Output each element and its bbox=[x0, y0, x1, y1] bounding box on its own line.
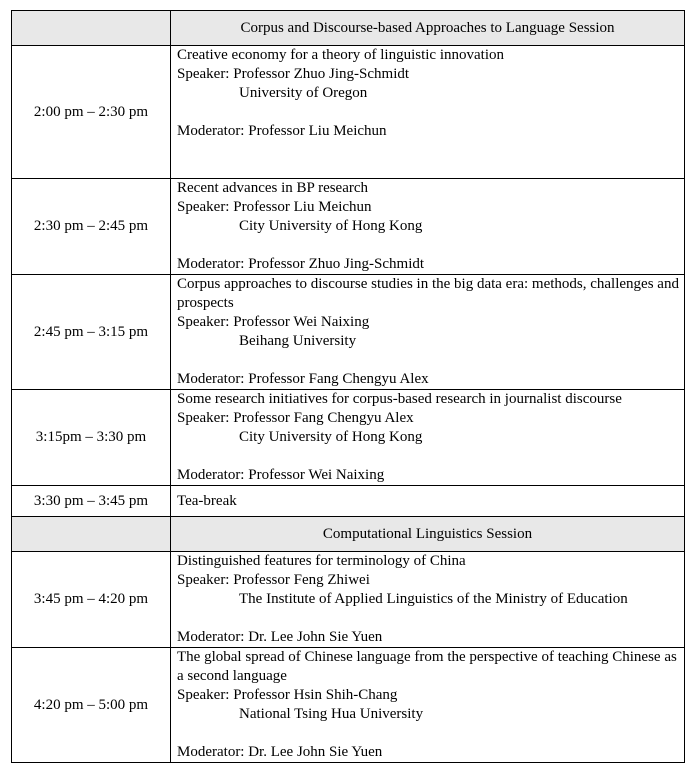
talk-title: Recent advances in BP research bbox=[177, 180, 369, 196]
talk-row bbox=[12, 46, 685, 179]
talk-details bbox=[171, 552, 685, 648]
break-time: 3:30 pm – 3:45 pm bbox=[12, 486, 171, 517]
talk-row bbox=[12, 648, 685, 763]
talk-moderator: Moderator: Professor Zhuo Jing-Schmidt bbox=[177, 256, 425, 272]
talk-affiliation: National Tsing Hua University bbox=[239, 706, 424, 722]
talk-affiliation: Beihang University bbox=[239, 333, 357, 349]
talk-title: Some research initiatives for corpus-based research in journalist discourse bbox=[177, 391, 622, 407]
talk-affiliation: City University of Hong Kong bbox=[239, 218, 423, 234]
talk-row bbox=[12, 275, 685, 390]
talk-time: 3:15pm – 3:30 pm bbox=[12, 390, 171, 486]
talk-affiliation: The Institute of Applied Linguistics of the Ministry of Education bbox=[239, 591, 628, 607]
talk-details bbox=[171, 179, 685, 275]
talk-time: 2:30 pm – 2:45 pm bbox=[12, 179, 171, 275]
session-title: Corpus and Discourse-based Approaches to Language Session bbox=[171, 11, 685, 46]
talk-moderator: Moderator: Professor Wei Naixing bbox=[177, 467, 385, 483]
talk-title: Creative economy for a theory of linguistic innovation bbox=[177, 47, 504, 63]
talk-speaker: Speaker: Professor Liu Meichun bbox=[177, 199, 372, 215]
talk-details bbox=[171, 648, 685, 763]
talk-affiliation: City University of Hong Kong bbox=[239, 429, 423, 445]
talk-time: 2:00 pm – 2:30 pm bbox=[12, 46, 171, 179]
session-header-row bbox=[12, 517, 685, 552]
talk-time: 2:45 pm – 3:15 pm bbox=[12, 275, 171, 390]
talk-row bbox=[12, 552, 685, 648]
talk-spacer bbox=[177, 609, 680, 628]
talk-spacer bbox=[177, 351, 680, 370]
talk-title: The global spread of Chinese language from the perspective of teaching Chinese as a second language bbox=[177, 649, 677, 684]
talk-speaker: Speaker: Professor Wei Naixing bbox=[177, 314, 370, 330]
talk-speaker: Speaker: Professor Zhuo Jing-Schmidt bbox=[177, 66, 410, 82]
talk-spacer bbox=[177, 103, 680, 122]
talk-title: Distinguished features for terminology of China bbox=[177, 553, 466, 569]
talk-spacer bbox=[177, 724, 680, 743]
talk-moderator: Moderator: Dr. Lee John Sie Yuen bbox=[177, 629, 383, 645]
talk-affiliation: University of Oregon bbox=[239, 85, 368, 101]
talk-moderator: Moderator: Professor Liu Meichun bbox=[177, 123, 387, 139]
talk-spacer bbox=[177, 447, 680, 466]
talk-moderator: Moderator: Dr. Lee John Sie Yuen bbox=[177, 744, 383, 760]
talk-spacer bbox=[177, 236, 680, 255]
session-title: Computational Linguistics Session bbox=[171, 517, 685, 552]
schedule-table bbox=[11, 10, 685, 763]
talk-row bbox=[12, 179, 685, 275]
talk-speaker: Speaker: Professor Feng Zhiwei bbox=[177, 572, 370, 588]
talk-title: Corpus approaches to discourse studies in the big data era: methods, challenges and prospects bbox=[177, 276, 679, 311]
talk-speaker: Speaker: Professor Fang Chengyu Alex bbox=[177, 410, 414, 426]
talk-details bbox=[171, 275, 685, 390]
talk-row bbox=[12, 390, 685, 486]
break-row bbox=[12, 486, 685, 517]
talk-moderator: Moderator: Professor Fang Chengyu Alex bbox=[177, 371, 429, 387]
talk-speaker: Speaker: Professor Hsin Shih-Chang bbox=[177, 687, 398, 703]
talk-details bbox=[171, 390, 685, 486]
session-header-row bbox=[12, 11, 685, 46]
session-header-blank-cell bbox=[12, 517, 171, 552]
talk-time: 3:45 pm – 4:20 pm bbox=[12, 552, 171, 648]
break-label: Tea-break bbox=[171, 486, 685, 517]
talk-details bbox=[171, 46, 685, 179]
talk-time: 4:20 pm – 5:00 pm bbox=[12, 648, 171, 763]
session-header-blank-cell bbox=[12, 11, 171, 46]
